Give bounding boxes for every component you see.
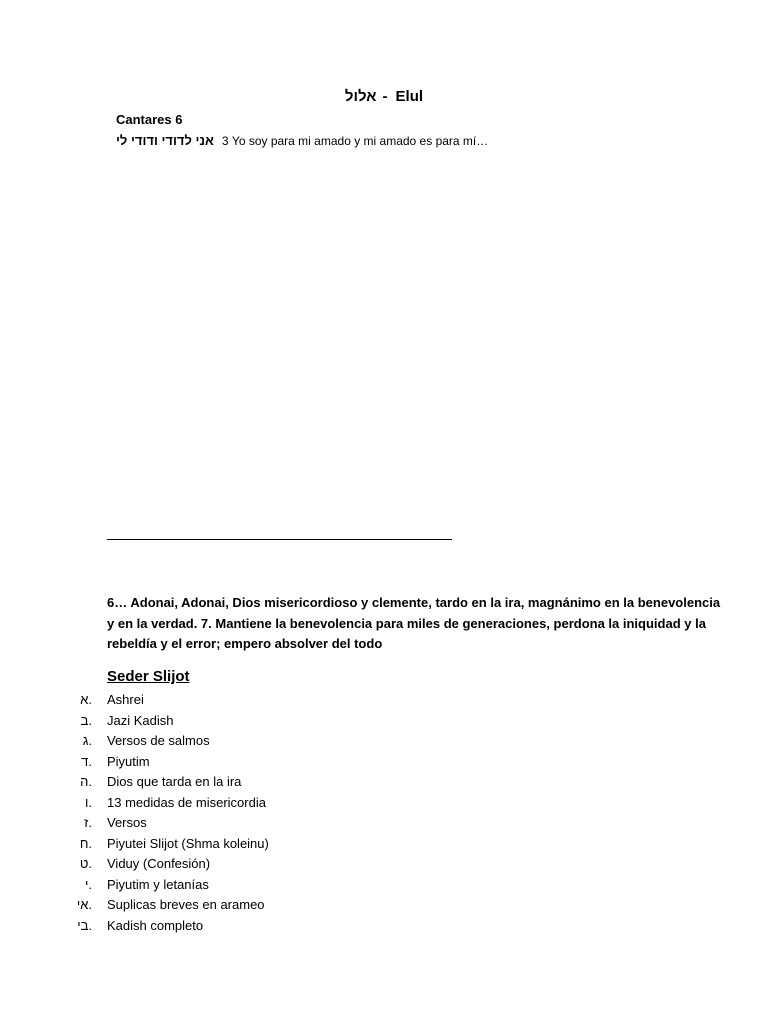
list-marker: ז. xyxy=(84,815,92,830)
list-label: 13 medidas de misericordia xyxy=(107,794,266,810)
list-marker: ד. xyxy=(81,753,92,769)
title-dash: - xyxy=(382,88,388,105)
list-marker: א. xyxy=(80,692,92,707)
list-marker: ג. xyxy=(82,733,92,748)
list-label: Piyutim xyxy=(107,753,150,769)
divider-line xyxy=(107,539,452,540)
list-label: Piyutei Slijot (Shma koleinu) xyxy=(107,835,269,851)
list-label: Versos de salmos xyxy=(107,733,210,748)
list-marker: ה. xyxy=(80,774,92,789)
list-marker: ח. xyxy=(79,835,92,851)
list-marker: י. xyxy=(85,876,92,892)
list-marker: ט. xyxy=(79,856,92,871)
list-marker: ב. xyxy=(80,712,92,728)
list-label: Dios que tarda en la ira xyxy=(107,774,242,789)
list-label: Kadish completo xyxy=(107,917,204,933)
list-marker: ו. xyxy=(85,794,92,810)
list-label: Viduy (Confesión) xyxy=(107,856,211,871)
list-label: Jazi Kadish xyxy=(107,712,174,728)
page-title xyxy=(0,88,768,105)
verse-hebrew: אני לדודי ודודי לי xyxy=(116,133,214,148)
list-marker: יב. xyxy=(77,917,92,933)
list-label: Suplicas breves en arameo xyxy=(107,897,265,912)
title-latin: Elul xyxy=(395,88,424,105)
list-label: Ashrei xyxy=(107,692,144,707)
verse-line xyxy=(116,133,488,148)
verse-translation: 3 Yo soy para mi amado y mi amado es para mí… xyxy=(221,134,489,148)
title-hebrew: אלול xyxy=(344,88,377,105)
book-reference: Cantares 6 xyxy=(116,112,183,127)
list-label: Piyutim y letanías xyxy=(107,876,209,892)
list-label: Versos xyxy=(107,815,147,830)
list-marker: יא. xyxy=(76,897,92,912)
passage-text: 6… Adonai, Adonai, Dios misericordioso y clemente, tardo en la ira, magnánimo en la benevolencia y en la verdad. 7. Mantiene la benevolencia para miles de generaciones, perdona la iniquidad y la rebeldía y el error; empero absolver del todo xyxy=(107,595,721,651)
section-heading: Seder Slijot xyxy=(107,668,190,685)
